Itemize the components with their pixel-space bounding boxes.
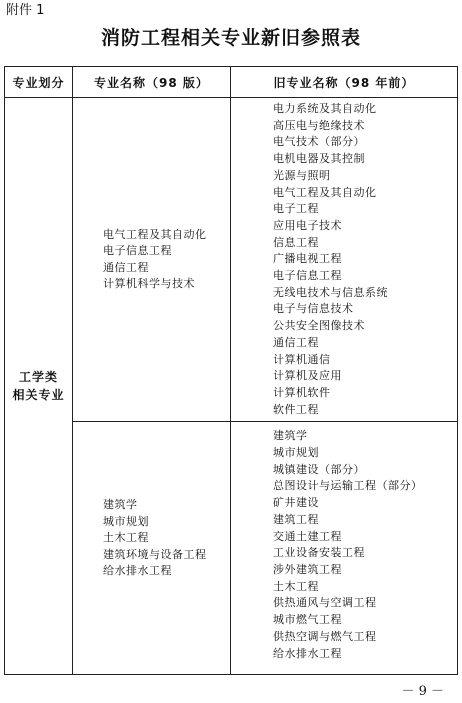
list-item: 城市规划	[103, 514, 149, 528]
header-new-major: 专业名称（98 版）	[73, 67, 231, 98]
list-item: 计算机软件	[273, 385, 331, 399]
list-item: 高压电与绝缘技术	[273, 118, 365, 132]
document-title: 消防工程相关专业新旧参照表	[100, 27, 361, 49]
header-old-major: 旧专业名称（98 年前）	[231, 67, 458, 98]
list-item: 应用电子技术	[273, 218, 342, 232]
list-item: 城镇建设（部分）	[273, 462, 365, 476]
list-item: 电气技术（部分）	[273, 135, 365, 149]
list-item: 土木工程	[103, 531, 149, 545]
list-item: 矿井建设	[273, 496, 319, 510]
list-item: 电子信息工程	[273, 269, 342, 283]
list-item: 供热通风与空调工程	[273, 596, 377, 610]
category-line: 相关专业	[12, 388, 65, 403]
old-major-list	[231, 422, 458, 675]
page-number: － 9 －	[401, 684, 444, 699]
category-line: 工学类	[18, 370, 58, 385]
list-item: 公共安全图像技术	[273, 319, 365, 333]
list-item: 电气工程及其自动化	[273, 185, 377, 199]
table-row	[5, 422, 458, 675]
list-item: 计算机及应用	[273, 369, 342, 383]
list-item: 电子工程	[273, 202, 319, 216]
list-item: 建筑学	[273, 429, 308, 443]
list-item: 给水排水工程	[103, 564, 172, 578]
list-item: 计算机科学与技术	[103, 277, 195, 291]
old-major-list	[231, 98, 458, 422]
list-item: 工业设备安装工程	[273, 546, 365, 560]
list-item: 总图设计与运输工程（部分）	[273, 479, 423, 493]
list-item: 广播电视工程	[273, 252, 342, 266]
list-item: 光源与照明	[273, 168, 331, 182]
list-item: 涉外建筑工程	[273, 562, 342, 576]
list-item: 建筑环境与设备工程	[103, 547, 207, 561]
list-item: 供热空调与燃气工程	[273, 629, 377, 643]
list-item: 建筑学	[103, 498, 138, 512]
list-item: 给水排水工程	[273, 646, 342, 660]
table-row	[5, 98, 458, 422]
list-item: 电机电器及其控制	[273, 152, 365, 166]
list-item: 电力系统及其自动化	[273, 102, 377, 115]
new-major-list	[73, 422, 231, 675]
table-header-row	[5, 67, 458, 98]
list-item: 无线电技术与信息系统	[273, 285, 388, 299]
list-item: 信息工程	[273, 235, 319, 249]
category-cell	[5, 98, 73, 675]
list-item: 交通土建工程	[273, 529, 342, 543]
list-item: 电气工程及其自动化	[103, 227, 207, 241]
list-item: 建筑工程	[273, 512, 319, 526]
list-item: 计算机通信	[273, 352, 331, 366]
new-major-list	[73, 98, 231, 422]
list-item: 城市燃气工程	[273, 613, 342, 627]
list-item: 软件工程	[273, 402, 319, 416]
list-item: 电子信息工程	[103, 244, 172, 258]
header-category: 专业划分	[5, 67, 73, 98]
list-item: 通信工程	[103, 260, 149, 274]
list-item: 城市规划	[273, 446, 319, 460]
major-reference-table	[4, 66, 458, 675]
list-item: 电子与信息技术	[273, 302, 354, 316]
list-item: 通信工程	[273, 335, 319, 349]
attachment-label: 附件 1	[6, 3, 45, 18]
list-item: 土木工程	[273, 579, 319, 593]
